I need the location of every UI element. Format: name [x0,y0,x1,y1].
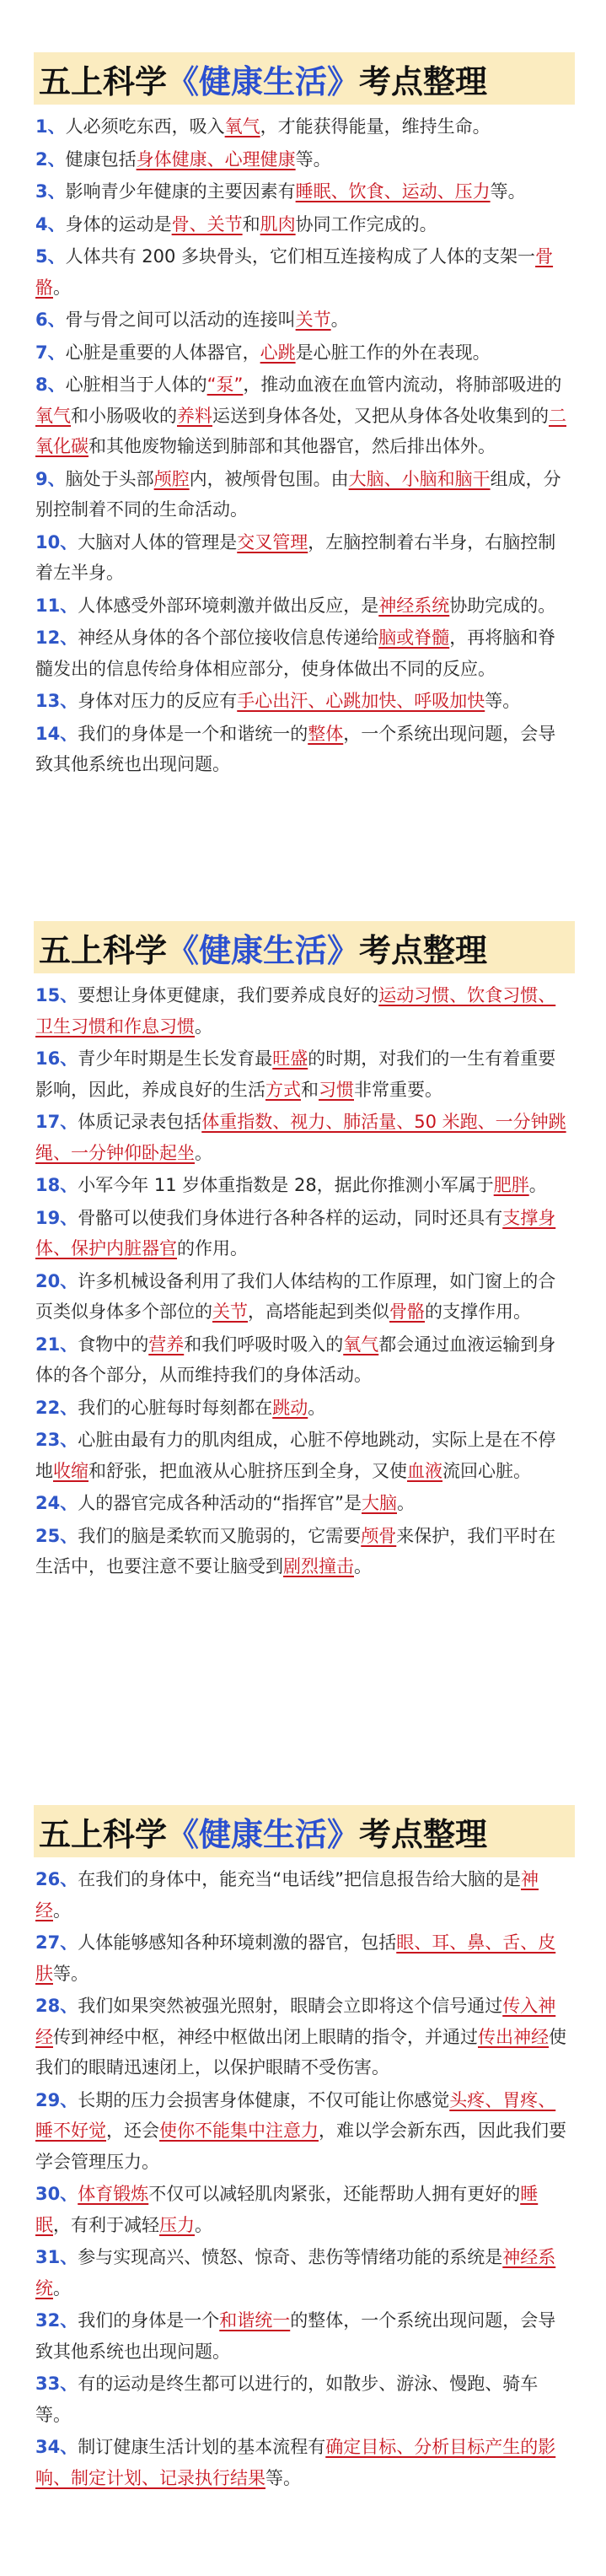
item-number: 8、 [35,375,66,395]
item-text: 都会通过血液运输到身体的各个部分，从而维持我们的身体活动。 [35,1334,556,1385]
key-term: 养料 [177,405,212,426]
item-text: 人的器官完成各种活动的“指挥官”是 [78,1493,362,1513]
item-number: 17、 [35,1112,78,1132]
list-item [35,2432,572,2493]
key-term: 压力 [159,2214,195,2235]
item-number: 20、 [35,1270,78,1291]
list-item [35,527,572,589]
section-3 [0,1805,606,2495]
section-title [34,921,575,973]
title-part-unit: 《健康生活》 [167,1815,360,1853]
item-text: 使我们的眼睛迅速闭上，以保护眼睛不受伤害。 [35,2026,566,2078]
item-list [0,980,606,1582]
item-text: 影响青少年健康的主要因素有 [65,181,296,202]
key-term: 氧气 [35,405,71,426]
item-text: 神经从身体的各个部位接收信息传递给 [78,628,379,648]
key-term: 心跳 [260,342,296,363]
item-number: 7、 [35,342,66,363]
key-term: 整体 [308,723,344,744]
key-term: 睡眠 [35,2184,539,2235]
key-term: 骨骼 [35,246,554,298]
item-text: ，高塔能起到类似 [248,1301,389,1322]
item-text: 传到神经中枢，神经中枢做出闭上眼睛的指令，并通过 [53,2026,478,2047]
list-item [35,1521,572,1582]
item-text: 和 [301,1079,319,1100]
item-text: ，推动血液在血管内流动，将肺部吸进的 [243,375,562,395]
item-text: 非常重要。 [354,1079,442,1100]
list-item [35,304,572,336]
item-text: 。 [397,1493,415,1513]
item-text: 等。 [265,2467,301,2488]
item-number: 21、 [35,1334,78,1355]
item-text: ，有利于减轻 [53,2214,159,2235]
key-term: 习惯 [319,1079,354,1100]
key-term: “泵” [206,375,244,395]
title-part-unit: 《健康生活》 [167,931,360,969]
list-item [35,1043,572,1105]
list-item [35,209,572,240]
item-number: 9、 [35,468,66,489]
item-text: 协助完成的。 [449,595,556,616]
key-term: 剧烈撞击 [283,1556,354,1576]
title-part-subject: 五上科学 [39,1815,168,1853]
key-term: 睡眠、饮食、运动、压力 [295,181,491,202]
list-item [35,337,572,369]
item-number: 33、 [35,2374,78,2394]
section-title [34,52,575,105]
item-text: 要想让身体更健康，我们要养成良好的 [78,985,379,1005]
item-text: 组成，分别控制着不同的生命活动。 [35,468,561,520]
item-text: 体质记录表包括 [78,1112,202,1132]
item-text: 我们的心脏每时每刻都在 [78,1397,273,1418]
item-text: 在我们的身体中，能充当“电话线”把信息报告给大脑的是 [78,1869,521,1889]
item-text: 的作用。 [177,1238,248,1258]
item-number: 19、 [35,1207,78,1228]
item-number: 18、 [35,1175,78,1195]
item-text: 人体感受外部环境刺激并做出反应，是 [78,595,379,616]
item-text: 等。 [53,1963,88,1984]
item-list [0,111,606,780]
title-part-topic: 考点整理 [359,931,488,969]
item-text: 的时期，对我们的一生有着重要影响，因此，养成良好的生活 [35,1048,556,1100]
item-number: 2、 [35,148,66,170]
item-text: 心脏相当于人体的 [65,375,207,395]
item-text: 我们如果突然被强光照射，眼睛会立即将这个信号通过 [78,1996,503,2016]
key-term: 和谐统一 [219,2310,291,2331]
item-list [0,1864,606,2493]
item-text: 人体能够感知各种环境刺激的器官，包括 [78,1932,397,1953]
item-text: 小军今年 11 岁体重指数是 28，据此你推测小军属于 [78,1175,494,1195]
title-part-subject: 五上科学 [39,931,168,969]
item-text: 。 [195,1016,212,1037]
item-number: 1、 [35,116,66,137]
key-term: 关节 [295,310,331,330]
item-number: 4、 [35,213,66,234]
item-number: 34、 [35,2437,78,2457]
list-item [35,1393,572,1424]
key-term: 神经系统 [35,2247,556,2298]
key-term: 颅骨 [361,1525,397,1546]
item-text: 等。 [490,181,526,202]
list-item [35,622,572,684]
key-term: 收缩 [53,1460,88,1481]
item-text: 和我们呼吸时吸入的 [184,1334,344,1355]
item-number: 24、 [35,1493,78,1513]
key-term: 大脑、小脑和脑干 [348,468,491,489]
item-text: 人必须吃东西，吸入 [65,116,225,137]
list-item [35,2305,572,2367]
title-part-unit: 《健康生活》 [167,62,360,100]
item-text: 不仅可以减轻肌肉紧张，还能帮助人拥有更好的 [148,2184,521,2204]
item-number: 31、 [35,2247,78,2267]
item-text: ，再将脑和脊髓发出的信息传给身体相应部分，使身体做出不同的反应。 [35,628,556,679]
item-text: 。 [354,1556,372,1576]
item-text: 我们的脑是柔软而又脆弱的，它需要 [78,1525,362,1546]
key-term: 颅腔 [153,468,190,489]
key-term: 使你不能集中注意力 [159,2121,319,2141]
list-item [35,2085,572,2178]
item-number: 27、 [35,1932,78,1953]
list-item [35,1425,572,1486]
item-text: 。 [53,277,71,298]
item-text: 心脏是重要的人体器官， [65,342,260,363]
item-text: 等。 [295,148,331,170]
item-number: 14、 [35,723,78,744]
item-text: 健康包括 [65,148,137,170]
list-item [35,719,572,780]
key-term: 跳动 [272,1397,308,1418]
item-text: 身体的运动是 [65,213,172,234]
list-item [35,686,572,717]
item-number: 11、 [35,595,78,616]
item-number: 6、 [35,310,66,330]
list-item [35,1170,572,1201]
item-text: 心脏由最有力的肌肉组成，心脏不停地跳动，实际上是在不停地 [35,1430,556,1481]
key-term: 骨、关节 [171,213,243,234]
list-item [35,590,572,622]
item-text: ，难以学会新东西，因此我们要学会管理压力。 [35,2121,566,2172]
item-text: 内，被颅骨包围。由 [189,468,349,489]
key-term: 脑或脊髓 [378,628,450,648]
item-text: ，才能获得能量，维持生命。 [260,116,491,137]
item-text: 是心脏工作的外在表现。 [295,342,491,363]
item-text: 和舒张，把血液从心脏挤压到全身，又使 [88,1460,407,1481]
item-text: 和其他废物输送到肺部和其他器官，然后排出体外。 [88,436,496,456]
key-term: 氧气 [343,1334,379,1355]
key-term: 运动习惯、饮食习惯、卫生习惯和作息习惯 [35,985,556,1037]
item-text: 骨骼可以使我们身体进行各种各样的运动，同时还具有 [78,1207,503,1228]
list-item [35,2242,572,2304]
item-text: 流回心脏。 [442,1460,531,1481]
key-term: 体重指数、视力、肺活量、50 米跑、一分钟跳绳、一分钟仰卧起坐 [35,1112,566,1163]
key-term: 身体健康、心理健康 [136,148,296,170]
item-number: 28、 [35,1996,78,2016]
list-item [35,2179,572,2240]
item-text: 来保护，我们平时在生活中，也要注意不要让脑受到 [35,1525,556,1576]
item-number: 3、 [35,181,66,202]
item-text: 。 [53,2277,71,2298]
item-text: 大脑对人体的管理是 [78,531,238,552]
item-number: 13、 [35,691,78,711]
item-text: ，一个系统出现问题，会导致其他系统也出现问题。 [35,723,556,774]
key-term: 大脑 [362,1493,397,1513]
key-term: 头疼、胃疼、睡不好觉 [35,2089,556,2141]
list-item [35,144,572,175]
item-number: 15、 [35,985,78,1005]
list-item [35,980,572,1042]
item-text: 参与实现高兴、愤怒、惊奇、悲伤等情绪功能的系统是 [78,2247,503,2267]
item-text: 脑处于头部 [65,468,154,489]
list-item [35,111,572,143]
list-item [35,1329,572,1391]
list-item [35,1266,572,1328]
item-text: 我们的身体是一个和谐统一的 [78,723,308,744]
key-term: 支撑身体、保护内脏器官 [35,1207,556,1258]
item-number: 30、 [35,2184,78,2204]
key-term: 营养 [148,1334,185,1355]
item-number: 29、 [35,2089,78,2110]
key-term: 神经 [35,1869,539,1921]
list-item [35,176,572,207]
key-term: 传出神经 [478,2026,549,2047]
item-text: 我们的身体是一个 [78,2310,220,2331]
title-part-topic: 考点整理 [359,62,488,100]
item-text: 青少年时期是生长发育最 [78,1048,273,1069]
item-text: 制订健康生活计划的基本流程有 [78,2437,326,2457]
item-text: 运送到身体各处，又把从身体各处收集到的 [212,405,549,426]
title-part-topic: 考点整理 [359,1815,488,1853]
key-term: 体育锻炼 [78,2184,149,2204]
key-term: 旺盛 [272,1048,308,1069]
item-text: 。 [528,1175,547,1195]
item-text: 身体对压力的反应有 [78,691,238,711]
key-term: 确定目标、分析目标产生的影响、制定计划、记录执行结果 [35,2437,556,2488]
item-number: 26、 [35,1869,78,1889]
item-text: 。 [195,2214,212,2235]
list-item [35,1927,572,1989]
item-text: 。 [330,310,349,330]
item-number: 23、 [35,1430,78,1450]
key-term: 神经系统 [378,595,450,616]
item-text: 的支撑作用。 [425,1301,531,1322]
key-term: 血液 [407,1460,442,1481]
item-text: 有的运动是终生都可以进行的，如散步、游泳、慢跑、骑车等。 [35,2374,539,2425]
key-term: 肥胖 [493,1175,529,1195]
section-2 [0,921,606,1584]
item-text: 食物中的 [78,1334,149,1355]
section-title [34,1805,575,1857]
key-term: 二氧化碳 [35,405,566,456]
item-text: ，还会 [106,2121,159,2141]
key-term: 交叉管理 [237,531,308,552]
item-text: 骨与骨之间可以活动的连接叫 [65,310,296,330]
item-text: 人体共有 200 多块骨头，它们相互连接构成了人体的支架一 [65,246,536,267]
item-number: 22、 [35,1397,78,1418]
title-part-subject: 五上科学 [39,62,168,100]
item-text: 长期的压力会损害身体健康，不仅可能让你感觉 [78,2089,450,2110]
item-number: 32、 [35,2310,78,2331]
item-text: 。 [308,1397,326,1418]
item-text: 许多机械设备利用了我们人体结构的工作原理，如门窗上的合页类似身体多个部位的 [35,1270,556,1322]
key-term: 眼、耳、鼻、舌、皮肤 [35,1932,556,1984]
list-item [35,1864,572,1926]
list-item [35,1107,572,1168]
item-number: 16、 [35,1048,78,1069]
key-term: 骨骼 [389,1301,425,1322]
list-item [35,241,572,303]
key-term: 传入神经 [35,1996,556,2047]
item-text: 协同工作完成的。 [295,213,437,234]
item-text: ，左脑控制着右半身，右脑控制着左半身。 [35,531,556,583]
item-text: 。 [195,1142,212,1163]
key-term: 关节 [212,1301,248,1322]
section-1 [0,52,606,782]
list-item [35,2369,572,2430]
key-term: 氧气 [224,116,260,137]
list-item [35,1203,572,1264]
key-term: 手心出汗、心跳加快、呼吸加快 [237,691,485,711]
item-text: 和 [242,213,260,234]
item-number: 10、 [35,531,78,552]
list-item [35,369,572,462]
item-number: 12、 [35,628,78,648]
key-term: 肌肉 [260,213,296,234]
list-item [35,1991,572,2083]
item-text: 。 [53,1900,71,1921]
list-item [35,464,572,525]
item-text: 的整体，一个系统出现问题，会导致其他系统也出现问题。 [35,2310,556,2362]
key-term: 方式 [265,1079,301,1100]
item-text: 和小肠吸收的 [71,405,177,426]
list-item [35,1488,572,1519]
item-text: 等。 [485,691,521,711]
item-number: 25、 [35,1525,78,1546]
item-number: 5、 [35,246,66,267]
